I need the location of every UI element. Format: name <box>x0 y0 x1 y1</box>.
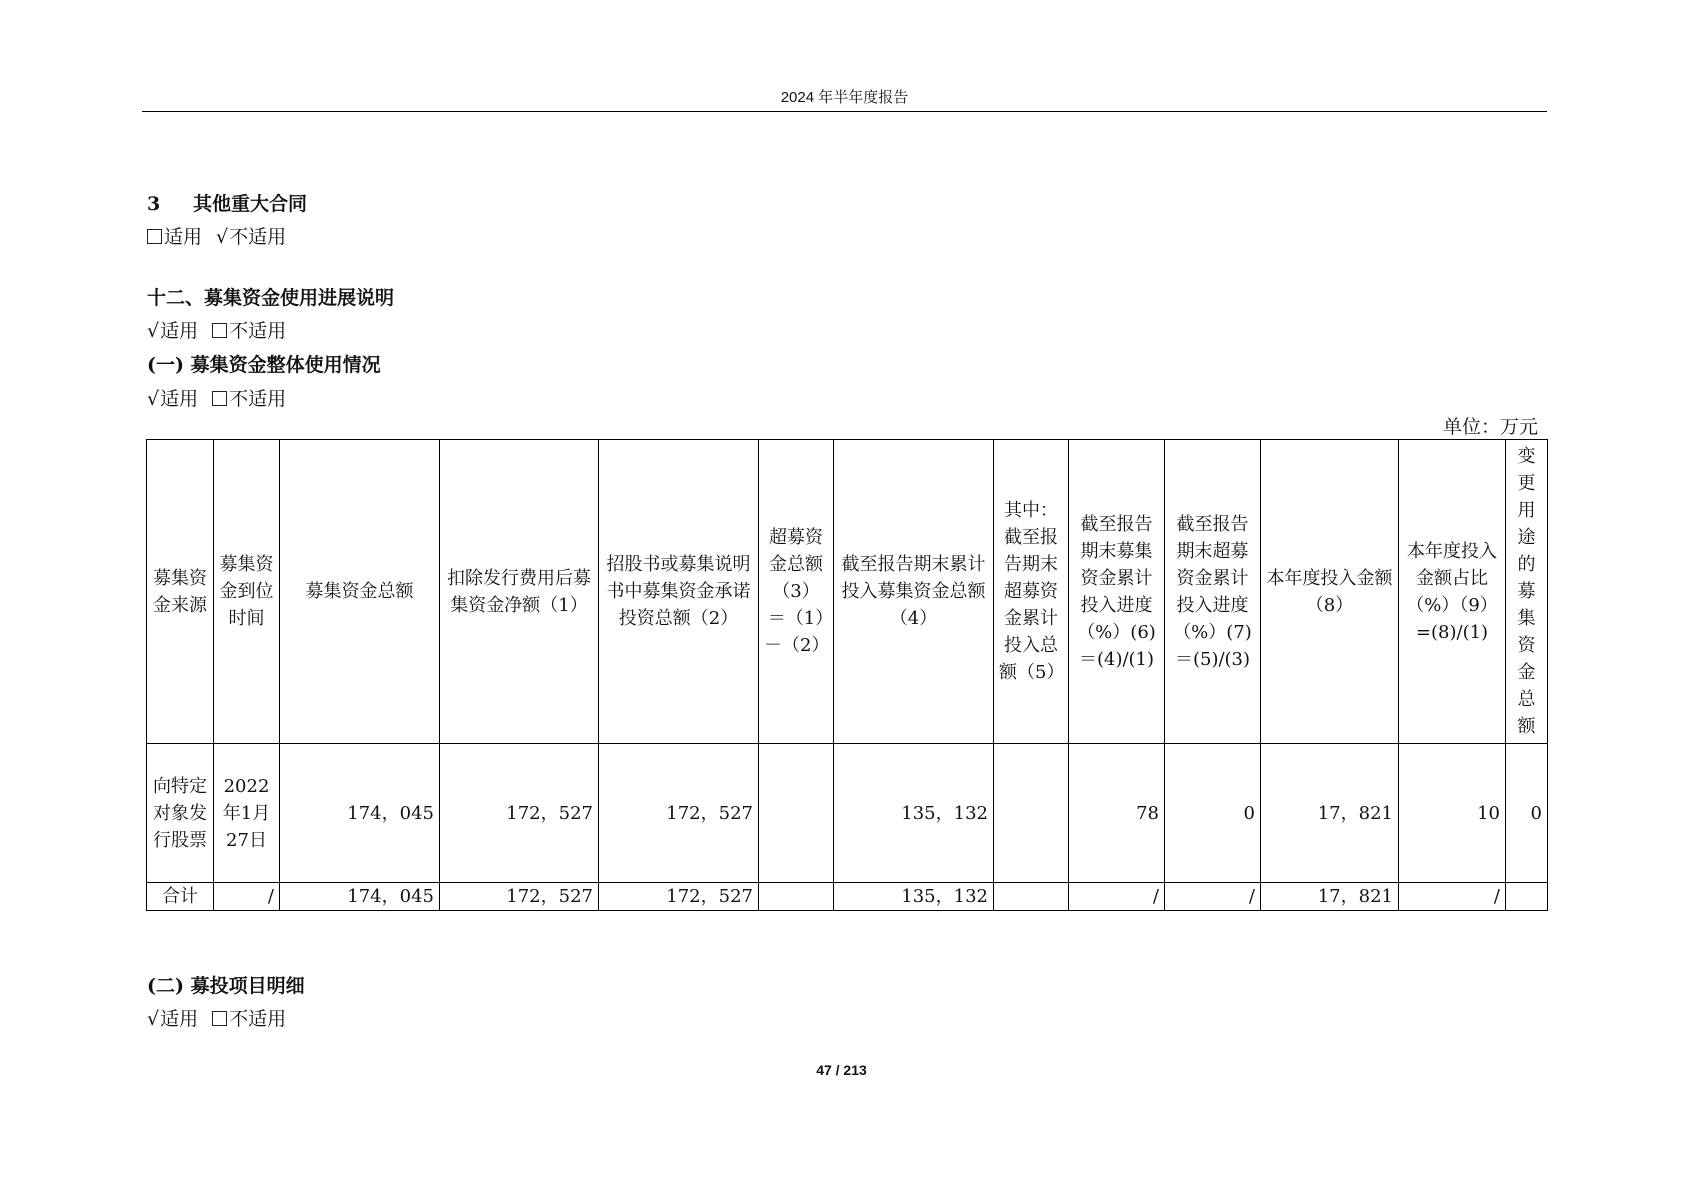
cell-progress: 78 <box>1069 744 1165 883</box>
checkbox-empty-icon <box>212 391 227 406</box>
subsection-2-options <box>147 1004 286 1031</box>
cell-committed: 172，527 <box>599 883 759 911</box>
subsection-1-heading: (一) 募集资金整体使用情况 <box>147 354 381 376</box>
col-header: 募集资金到位时间 <box>214 440 280 744</box>
col-header: 本年度投入金额（8） <box>1261 440 1399 744</box>
cell-committed: 172，527 <box>599 744 759 883</box>
section-3-heading <box>147 189 307 216</box>
col-header: 扣除发行费用后募集资金净额（1） <box>440 440 599 744</box>
col-header: 其中：截至报告期末超募资金累计投入总额（5） <box>994 440 1069 744</box>
section-number: 3 <box>147 193 161 215</box>
col-header: 超募资金总额（3）＝（1）－（2） <box>759 440 834 744</box>
cell-over <box>759 744 834 883</box>
col-header: 募集资金总额 <box>280 440 440 744</box>
option-apply-label: 适用 <box>164 226 203 248</box>
cell-progress: / <box>1069 883 1165 911</box>
cell-cum-invest: 135，132 <box>834 883 994 911</box>
cell-year-ratio: 10 <box>1399 744 1506 883</box>
option-apply-label: 适用 <box>160 388 199 410</box>
cell-year-ratio: / <box>1399 883 1506 911</box>
cell-total: 174，045 <box>280 883 440 911</box>
option-not-apply-label: 不适用 <box>229 388 287 410</box>
header-rule <box>142 111 1547 112</box>
section-12-heading: 十二、募集资金使用进展说明 <box>147 287 395 309</box>
col-header: 截至报告期末募集资金累计投入进度（%）(6)＝(4)/(1) <box>1069 440 1165 744</box>
table-header-row <box>147 440 1548 744</box>
checkbox-empty-icon <box>212 1011 227 1026</box>
cell-over-cum <box>994 883 1069 911</box>
cell-cum-invest: 135，132 <box>834 744 994 883</box>
section-3-options <box>147 222 286 249</box>
cell-over-cum <box>994 744 1069 883</box>
col-header: 截至报告期末累计投入募集资金总额（4） <box>834 440 994 744</box>
cell-changed: 0 <box>1506 744 1548 883</box>
section-title: 其他重大合同 <box>193 193 308 215</box>
checkmark-icon: √ <box>147 388 160 410</box>
checkbox-empty-icon <box>212 323 227 338</box>
option-apply-label: 适用 <box>160 320 199 342</box>
option-not-apply-label: 不适用 <box>229 320 287 342</box>
cell-date: / <box>214 883 280 911</box>
checkmark-icon: √ <box>216 226 229 248</box>
unit-label: 单位：万元 <box>1442 416 1538 438</box>
option-not-apply-label: 不适用 <box>229 226 287 248</box>
table-total-row <box>147 883 1548 911</box>
page-header: 2024 年半年度报告 <box>780 89 909 106</box>
option-apply-label: 适用 <box>160 1008 199 1030</box>
checkmark-icon: √ <box>147 1008 160 1030</box>
subsection-2-heading: (二) 募投项目明细 <box>147 975 305 997</box>
cell-changed <box>1506 883 1548 911</box>
checkbox-empty-icon <box>147 229 162 244</box>
page-number: 47 / 213 <box>816 1062 867 1078</box>
fund-usage-table <box>146 439 1548 911</box>
cell-total-label: 合计 <box>147 883 214 911</box>
checkmark-icon: √ <box>147 320 160 342</box>
cell-over <box>759 883 834 911</box>
subsection-1-options <box>147 384 286 411</box>
cell-year-invest: 17，821 <box>1261 744 1399 883</box>
cell-year-invest: 17，821 <box>1261 883 1399 911</box>
table-row <box>147 744 1548 883</box>
col-header: 截至报告期末超募资金累计投入进度（%）(7)＝(5)/(3) <box>1165 440 1261 744</box>
col-header: 募集资金来源 <box>147 440 214 744</box>
cell-over-progress: 0 <box>1165 744 1261 883</box>
option-not-apply-label: 不适用 <box>229 1008 287 1030</box>
col-header: 招股书或募集说明书中募集资金承诺投资总额（2） <box>599 440 759 744</box>
col-header: 变更用途的募集资金总额 <box>1506 440 1548 744</box>
cell-date: 2022年1月27日 <box>214 744 280 883</box>
cell-source: 向特定对象发行股票 <box>147 744 214 883</box>
col-header: 本年度投入金额占比（%）（9）=(8)/(1) <box>1399 440 1506 744</box>
cell-over-progress: / <box>1165 883 1261 911</box>
section-12-options <box>147 316 286 343</box>
cell-total: 174，045 <box>280 744 440 883</box>
cell-net: 172，527 <box>440 744 599 883</box>
cell-net: 172，527 <box>440 883 599 911</box>
